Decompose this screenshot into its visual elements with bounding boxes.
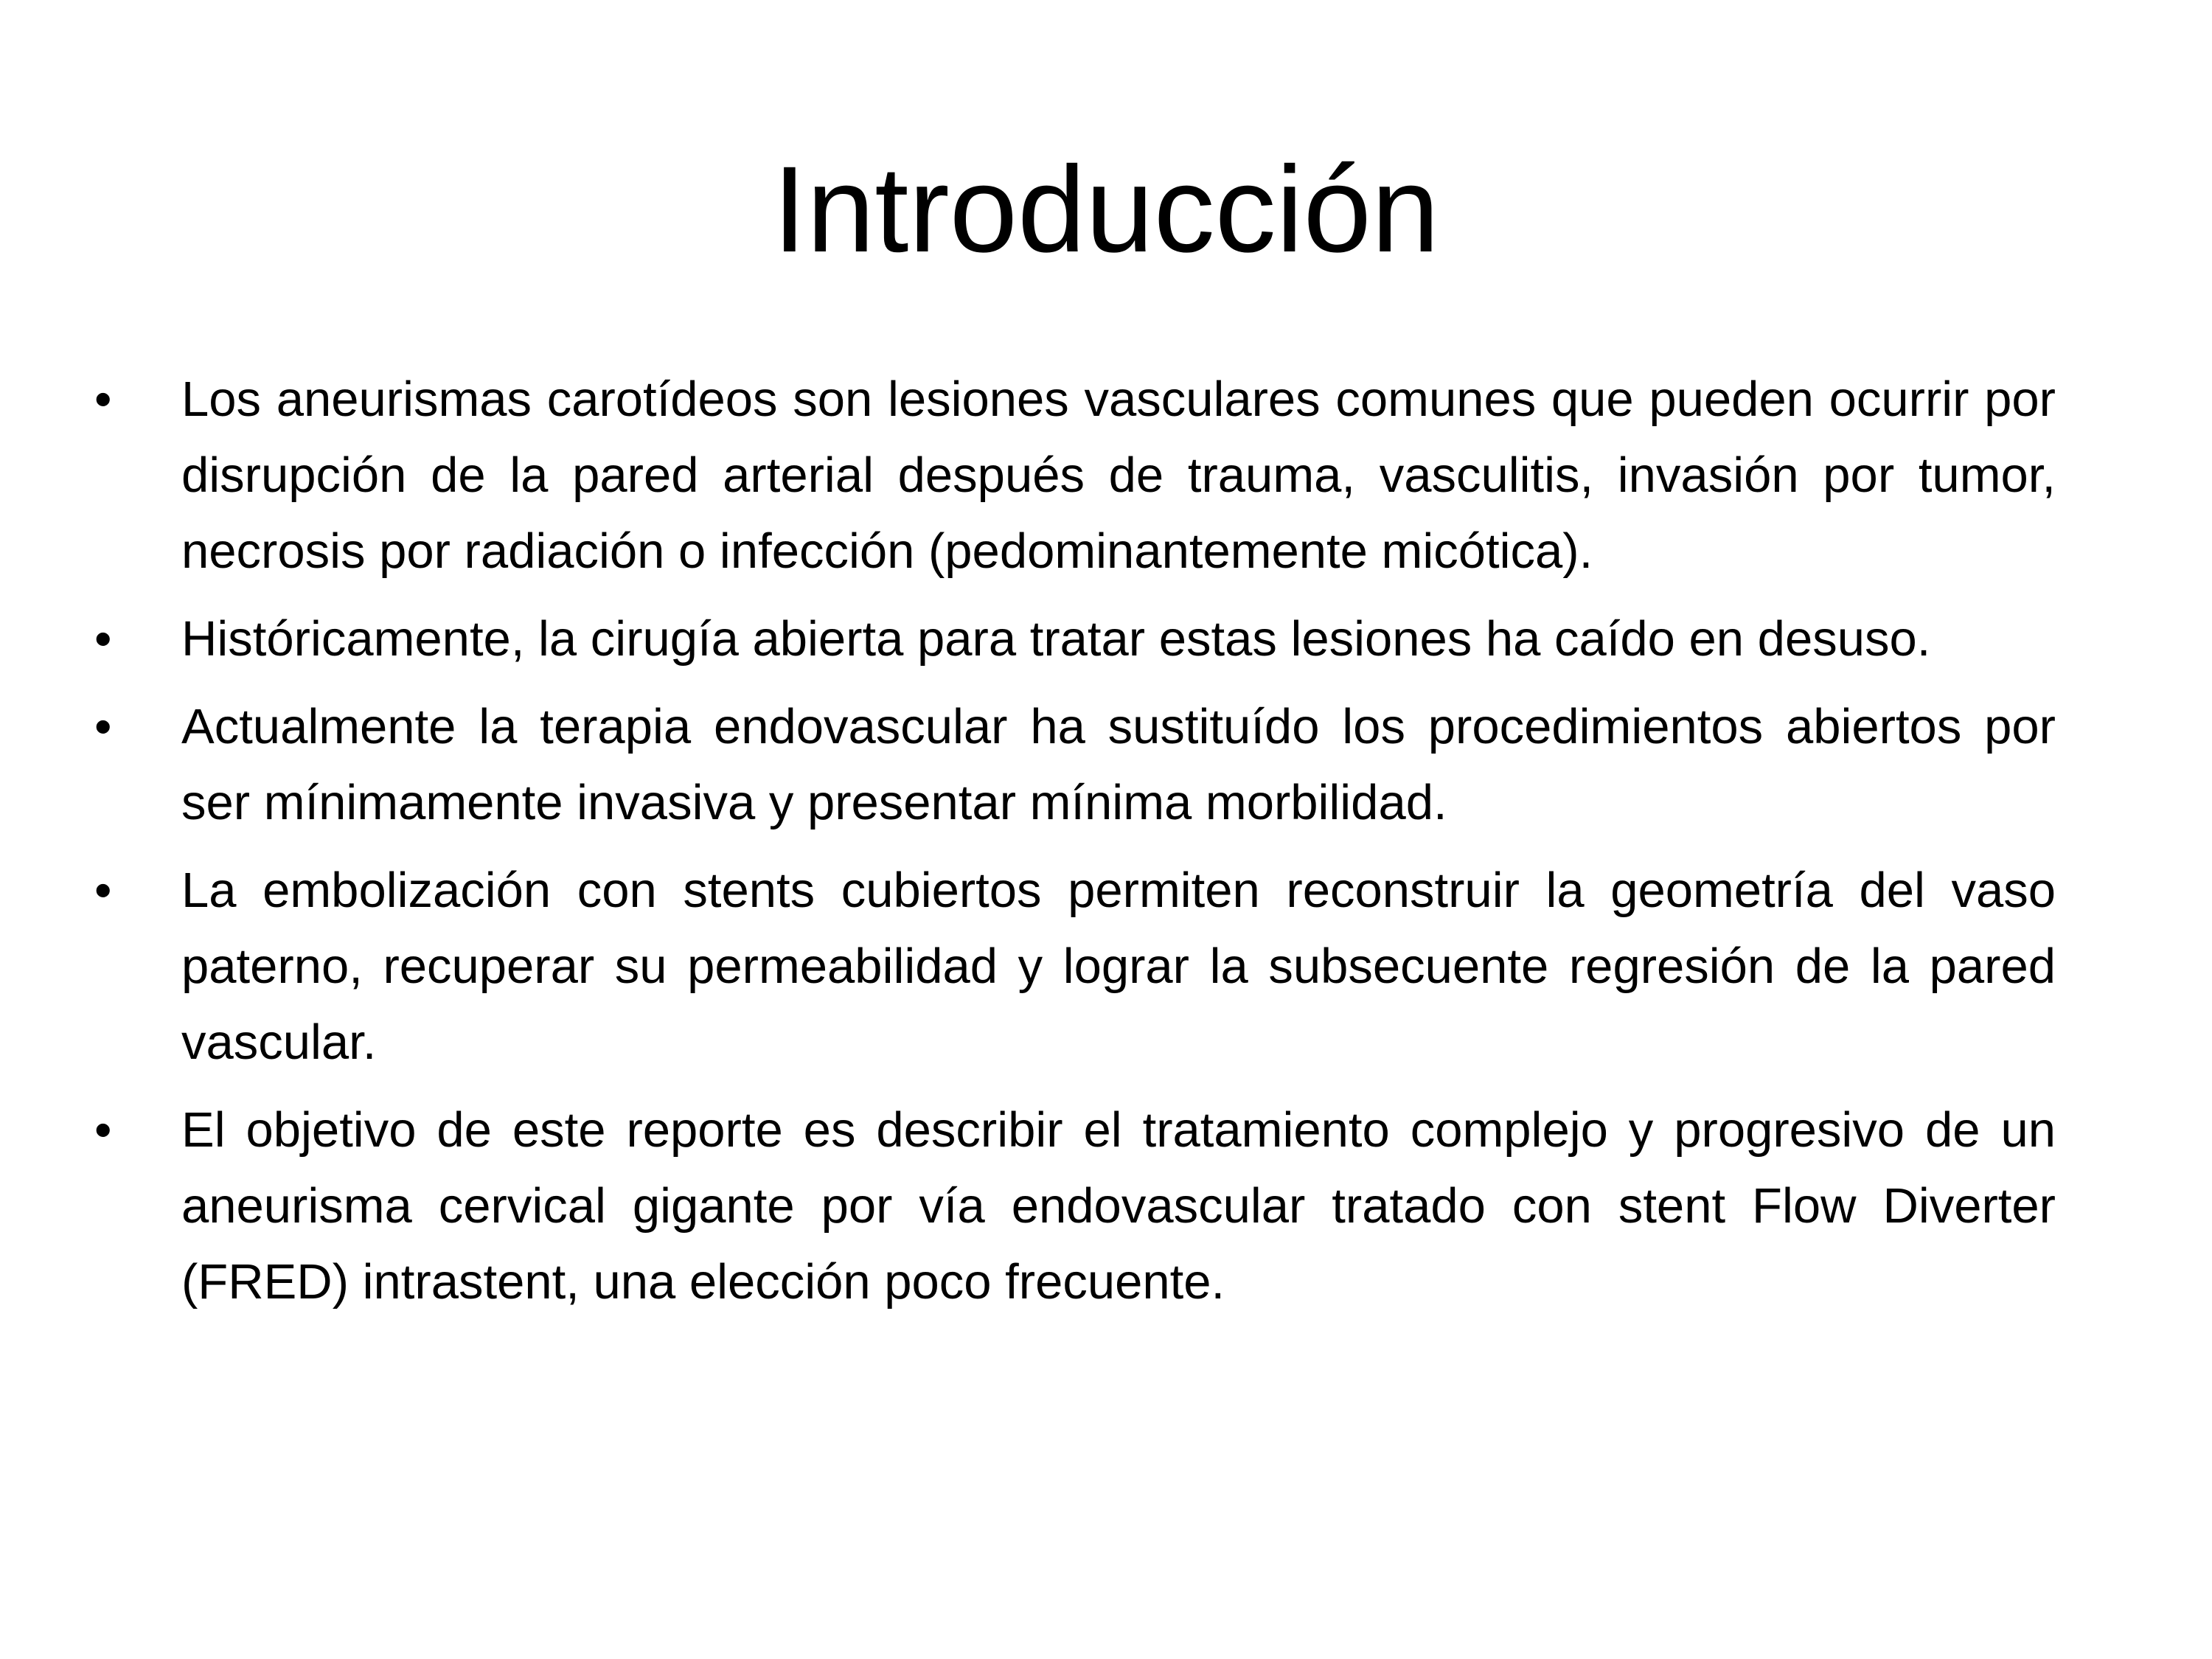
bullet-marker: •: [94, 611, 112, 667]
bullet-list: [94, 361, 2056, 1332]
bullet-text: Históricamente, la cirugía abierta para tratar estas lesiones ha caído en desuso.: [181, 611, 1931, 667]
bullet-text: El objetivo de este reporte es describir el tratamiento complejo y progresivo de un aneurisma cervical gigante por vía endovascular tratado con stent Flow Diverter (FRED) intrastent, una elección poco frecuente.: [181, 1102, 2056, 1310]
bullet-text: La embolización con stents cubiertos permiten reconstruir la geometría del vaso paterno, recuperar su permeabilidad y lograr la subsecuente regresión de la pared vascular.: [181, 863, 2056, 1070]
bullet-item: [94, 361, 2056, 589]
bullet-marker: •: [94, 699, 112, 754]
bullet-item: [94, 1092, 2056, 1320]
bullet-marker: •: [94, 1102, 112, 1158]
bullet-item: [94, 601, 2056, 677]
bullet-text: Actualmente la terapia endovascular ha sustituído los procedimientos abiertos por ser mínimamente invasiva y presentar mínima morbilidad.: [181, 699, 2056, 830]
bullet-marker: •: [94, 863, 112, 918]
bullet-item: [94, 689, 2056, 841]
bullet-item: [94, 852, 2056, 1080]
bullet-text: Los aneurismas carotídeos son lesiones vasculares comunes que pueden ocurrir por disrupción de la pared arterial después de trauma, vasculitis, invasión por tumor, necrosis por radiación o infección (pedominantemente micótica).: [181, 372, 2056, 579]
slide-title: Introducción: [772, 142, 1440, 278]
bullet-marker: •: [94, 372, 112, 427]
